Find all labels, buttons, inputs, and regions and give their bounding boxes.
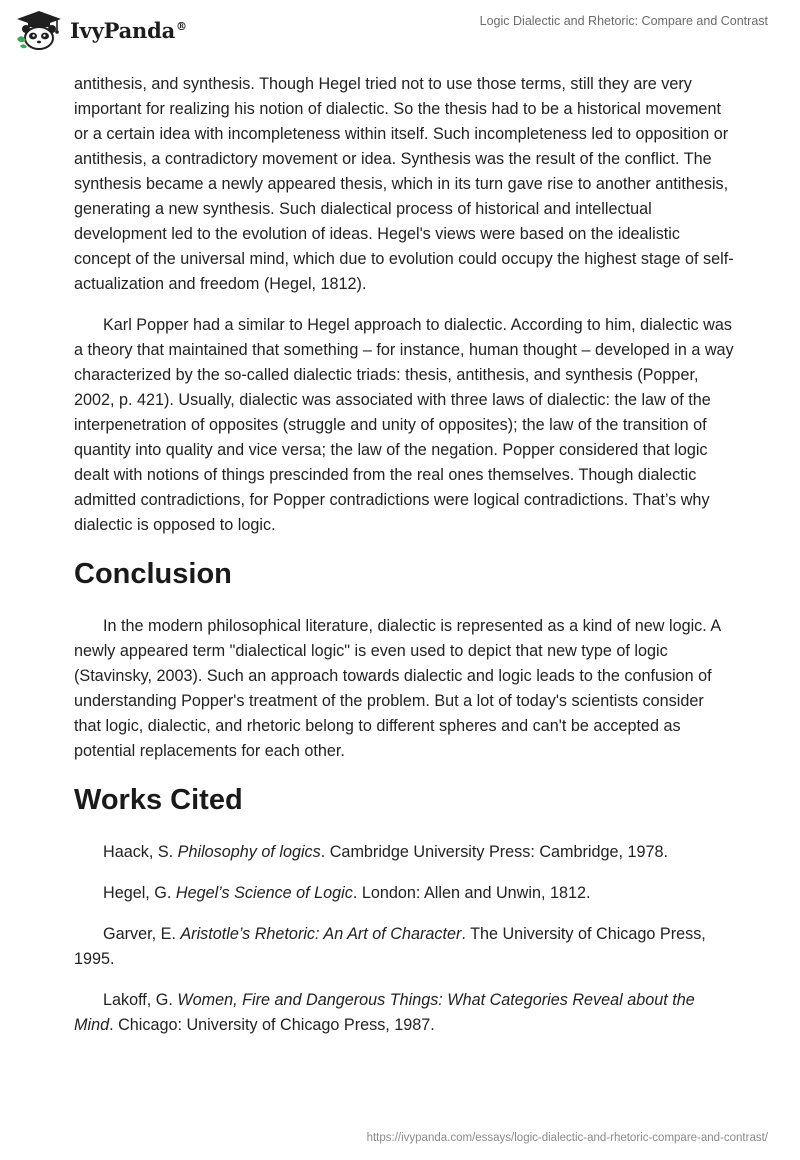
citation-entry: Hegel, G. Hegel’s Science of Logic. London: Allen and Unwin, 1812. [103,884,591,902]
citation-entry: Garver, E. Aristotle’s Rhetoric: An Art of Character. The University of Chicago Press, 1995. [74,925,706,968]
source-url-link[interactable]: https://ivypanda.com/essays/logic-dialectic-and-rhetoric-compare-and-contrast/ [366,1132,768,1144]
paragraph-hegel: antithesis, and synthesis. Though Hegel tried not to use those terms, still they are very important for realizing his notion of dialectic. So the thesis had to be a historical movement or a certain idea with incompleteness within itself. Such incompleteness led to opposition or antithesis, a contradictory movement or idea. Synthesis was the result of the conflict. The synthesis became a newly appeared thesis, which in its turn gave rise to another antithesis, generating a new synthesis. Such dialectical process of historical and intellectual development led to the evolution of ideas. Hegel's views were based on the idealistic concept of the universal mind, which due to evolution could occupy the highest stage of self-actualization and freedom (Hegel, 1812). [74,75,734,293]
citation-title: Philosophy of logics [177,843,321,861]
ivypanda-logo[interactable] [14,9,187,51]
paragraph-popper: Karl Popper had a similar to Hegel approach to dialectic. According to him, dialectic was a theory that maintained that something – for instance, human thought – developed in a way characterized by the so-called dialectic triads: thesis, antithesis, and synthesis (Popper, 2002, p. 421). Usually, dialectic was associated with three laws of dialectic: the law of the interpenetration of opposites (struggle and unity of opposites); the law of the transition of quantity into quality and vice versa; the law of the negation. Popper considered that logic dealt with notions of things prescinded from the real ones themselves. Though dialectic admitted contradictions, for Popper contradictions were logical contradictions. That’s why dialectic is opposed to logic. [74,316,734,534]
logo-wordmark: IvyPanda® [70,17,187,43]
citation-entry: Haack, S. Philosophy of logics. Cambridge University Press: Cambridge, 1978. [103,843,669,861]
citation-title: Aristotle’s Rhetoric: An Art of Character [180,925,462,943]
essay-content [74,72,734,1054]
panda-graduate-icon [14,9,64,51]
citation-title: Hegel’s Science of Logic [175,884,353,902]
page-header [0,0,800,60]
document-title: Logic Dialectic and Rhetoric: Compare and Contrast [479,14,768,28]
works-cited-heading: Works Cited [74,784,243,816]
citation-entry: Lakoff, G. Women, Fire and Dangerous Things: What Categories Reveal about the Mind. Chicago: University of Chicago Press, 1987. [74,991,695,1034]
citation-title: Women, Fire and Dangerous Things: What Categories Reveal about the Mind [74,991,695,1034]
conclusion-heading: Conclusion [74,558,232,590]
conclusion-paragraph: In the modern philosophical literature, dialectic is represented as a kind of new logic. A newly appeared term "dialectical logic" is even used to depict that new type of logic (Stavinsky, 2003). Such an approach towards dialectic and logic leads to the confusion of understanding Popper's treatment of the problem. But a lot of today's scientists consider that logic, dialectic, and rhetoric belong to different spheres and can't be accepted as potential replacements for each other. [74,617,721,760]
